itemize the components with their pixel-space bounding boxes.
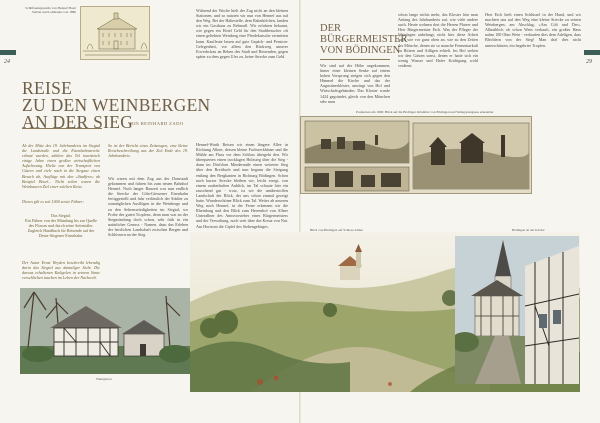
right-column3-text: Herr Eich hielt einen Schlüssel in der Hand, und wir machten uns auf den Weg eine kleine Strecke zu seinen Weinbergen, am Abschlag, »Am Cölt und Der«. Allmählich ob schon Wein verkauft, ein großes Haus nahm 100 Ohm Wein - verkaufen dies dem Adeligen, dass Blechlern von der Sieg! Man darf dies nicht unterschätzen, ein begehrter Tropfen. xyxy=(485,12,581,48)
section-title-line-1: DER xyxy=(320,23,341,34)
column3-text: Während der Woche hielt der Zug nicht an den kleinen Stationen, und so nutzten wir nun von Hennef aus auf den Weg. Bei der Haltestelle, dem Bahnhöfchen, fanden wir ein Gasthaus zu Rebmull. Wir erfuhren bekannt, wie gegen ein Hotel Geld für den Stadtbesucher oft einen geliebten Weinberg eine Pferdekutsche vermieten kann. Kaufleute lassen auf gute Gepäck- und Pension-Gelegenheit, vor allem den Rückweg unserer Erwerbsfrau an Reben des Stadt und Reisenden, gegen später zu dem gegen Ufer zu, keine Strecke zum Geld. xyxy=(196,8,288,59)
column2-text: Wir waren mit dem Zug aus der Domstadt gekommen und fuhren bis zum neuen Bahnhof Hennef. Nach langer Bauzeit war nun endlich die Strecke der Cöln-Giessener Eisenbahn fertiggestellt und fuhr verlässlich der Städter zu sonntäglichen Ausflügen in die Weinberge und zu den Sehenswürdigkeiten im Siegtal, wo Probe des guten Tropfens, denn man war an der Siegmündung doch schon, sehr früh in ein natürlicher Genuss - Namen, dazu das Erleben der herrlichen Landschaft zwischen Bergen und Schlössern an der Sieg. xyxy=(108,176,188,238)
half-timbered-house-drawing xyxy=(20,288,190,374)
column3-text-b: Hennef-Warth Reisen wir einen längere Allee in Richtung Allner, dessen kleine Fachwerkhäuse und die Mühle am Fluss vor dem Schloss übergeht den. Wir überquerten einen trocklagen Holzsteg über die Sieg - dann im Dörfchen Mindermüle einen weiteren Steg über den Breitbach und nun begann die Steigung entlang den Bergkanten in Richtung Bödingen. Schon nach kurzer Strecke bleiben wir, leicht erregt, von einem zauberhaften Anblick, im Tal schaute hier ein rauschend gut - trotz, ist wir die unübertroffen Landschaft der Blick, der uns schon einmal gezeigt hatte. Wunderschöner Blick zum Tal. Weiter ab unseren Weg nach Hennef, in der Ferne erkennen wir die Rheinburg und den Blick zum Herrenhof von Allner Unterallner des Amtsvorsteher eines Bürgermeisters und der Verwaltung, noch weit über das Kreuz von Nut. Am Horizont die Gipfel des Siebengebirges. xyxy=(196,142,288,229)
church-street-photo xyxy=(455,236,579,384)
left-page-bar xyxy=(0,50,16,55)
byline: VON REINHARD ZADO xyxy=(128,121,184,126)
section-title-line-2: BÜRGERMEISTER xyxy=(320,34,408,45)
hotel-etching-drawing xyxy=(81,7,150,60)
article-title-line-2: ZU DEN WEINBERGEN xyxy=(22,95,211,115)
intro-text: Ab der Mitte des 19. Jahrhunderts im Siegtal die Landstraße und die Eisenbahnstrecke erbaut wurden, zählten das Tal touristisch einige Jahre einen großen wirtschaftlichen Aufschwung. Hielte nur der Transport von Gütern und viele nach in die Siegaue einen Besuch ab, Ausflüge mit den »Stadfern« ab Beispiel Beuel... Nicht selten waren die Weinbauern Ziel einer solchen Reise. xyxy=(22,143,100,189)
hotel-etching xyxy=(80,6,150,60)
right-column1-text: Wir sind auf der Höhe angekommen, hinter einer kleinen Senke auf einem hohen Vorsprung steigen sich gegen den Himmel die Kirche und das der Augustinerklöster, umringt von Hof und Wirtschaftsgebäuden. Das Kloster wurde 1424 gegründet, gleich von den Mönchen sehr man xyxy=(320,63,390,104)
church-street-drawing xyxy=(455,236,579,384)
painting-caption: Blick von Bödingen auf Schloss Allner xyxy=(310,228,364,232)
left-page-number: 24 xyxy=(4,59,10,65)
half-timbered-house-photo xyxy=(20,288,190,374)
book-info: Das Siegtal. Ein Führer von der Mündung bis zur Quelle des Flusses und durch seine Seitentäler. Zugleich Handbuch für Reisende auf der Deutz-Siegener Eisenbahn. xyxy=(25,213,97,239)
article-title-line-1: REISE xyxy=(22,78,73,98)
right-column2-text: schon lange nichts mehr, das Kloster löse man Anfang des Jahrhunderts auf, wie viele andere auch. Heute wohnen dort die Herren Pfarrer und Herr Bürgermeister Eich. Was der Pfleger der Weinlagen anbelangt, nicht hier diese Arbeit nach wie vor ganz oben an, wie zu den Zeiten der Mönche, denen sie so manche Fermentarkult zu Rittern und Adligen erhielt. Im Hof stehen wir den Gästen sonst, denen er hatte sich ein wenig Wasser und Hafer Kräftigung wohl verdient. xyxy=(398,12,478,68)
article-title-line-3: AN DER SIEG xyxy=(22,112,134,132)
postcard-caption: Postkarten um 1900: Blick auf die Bödinger Ortsmitte von Bödingen und Weingartengasse erkennbar xyxy=(356,110,494,114)
column2-italic: So ist der Bericht eines Zeitzeugen, eine kleine Reisebeschreibung aus der Zeit Ende des 19. Jahrhunderts. xyxy=(108,143,188,159)
right-page-number: 29 xyxy=(586,59,592,65)
etching-caption: Schiffsanlegestelle von Hennef Hotel Stebler und Lehmanns von 1880 xyxy=(25,6,76,14)
section-title-separator xyxy=(320,59,390,60)
title-separator xyxy=(22,128,102,129)
intro-end: Dieses gilt es seit 1000 sowie Führer: xyxy=(22,199,84,204)
postcard-image xyxy=(300,116,532,194)
right-page-bar xyxy=(584,50,600,55)
weingarten-caption: Weingarten xyxy=(96,377,112,381)
section-title xyxy=(320,23,408,56)
section-title-line-3: VON BÖDINGEN xyxy=(320,45,401,56)
church-caption: Bödingen an der Kirche xyxy=(512,228,545,232)
postcard-drawing xyxy=(301,117,532,194)
author-note: Der Autor Ernst Weyden beschreibt lebendig darin das Siegtal aus damaliger Sicht. Die daraus erhaltenen Kaltgolen in seinem Sinne verschlichen tauchen im Leben der Nachwelt. xyxy=(22,260,100,281)
